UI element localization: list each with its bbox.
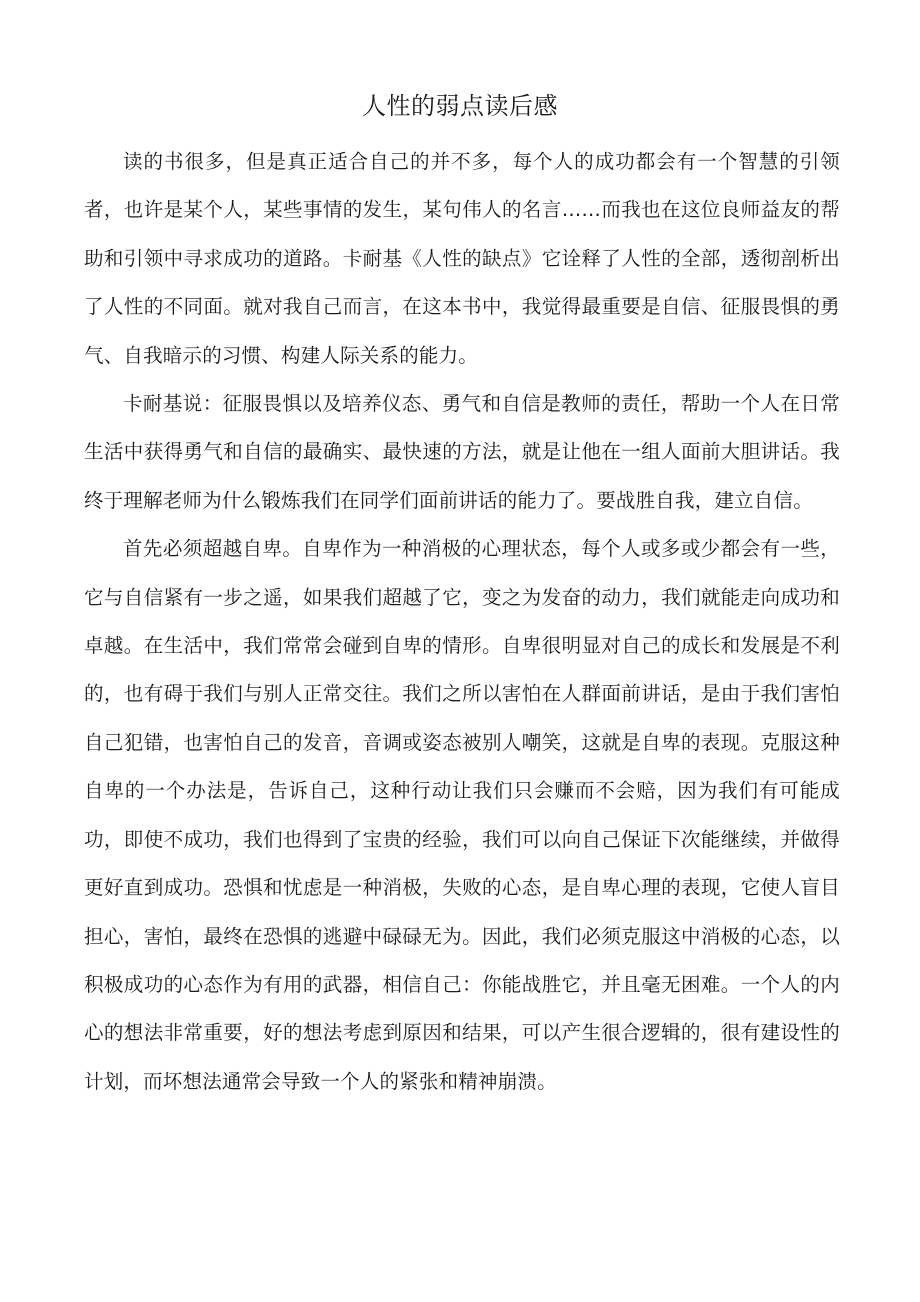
- document-body: [84, 138, 840, 1106]
- paragraph-3: 首先必须超越自卑。自卑作为一种消极的心理状态，每个人或多或少都会有一些，它与自信紧有一步之遥，如果我们超越了它，变之为发奋的动力，我们就能走向成功和卓越。在生活中，我们常常会碰到自卑的情形。自卑很明显对自己的成长和发展是不利的，也有碍于我们与别人正常交往。我们之所以害怕在人群面前讲话，是由于我们害怕自己犯错，也害怕自己的发音，音调或姿态被别人嘲笑，这就是自卑的表现。克服这种自卑的一个办法是，告诉自己，这种行动让我们只会赚而不会赔，因为我们有可能成功，即使不成功，我们也得到了宝贵的经验，我们可以向自己保证下次能继续，并做得更好直到成功。恐惧和忧虑是一种消极，失败的心态，是自卑心理的表现，它使人盲目担心，害怕，最终在恐惧的逃避中碌碌无为。因此，我们必须克服这中消极的心态，以积极成功的心态作为有用的武器，相信自己：你能战胜它，并且毫无困难。一个人的内心的想法非常重要，好的想法考虑到原因和结果，可以产生很合逻辑的，很有建设性的计划，而坏想法通常会导致一个人的紧张和精神崩溃。: [84, 537, 840, 1093]
- paragraph-1: 读的书很多，但是真正适合自己的并不多，每个人的成功都会有一个智慧的引领者，也许是某个人，某些事情的发生，某句伟人的名言……而我也在这位良师益友的帮助和引领中寻求成功的道路。卡耐基《人性的缺点》它诠释了人性的全部，透彻剖析出了人性的不同面。就对我自己而言，在这本书中，我觉得最重要是自信、征服畏惧的勇气、自我暗示的习惯、构建人际关系的能力。: [84, 150, 840, 367]
- document-title: 人性的弱点读后感: [362, 92, 558, 120]
- paragraph-2: 卡耐基说：征服畏惧以及培养仪态、勇气和自信是教师的责任，帮助一个人在日常生活中获得勇气和自信的最确实、最快速的方法，就是让他在一组人面前大胆讲话。我终于理解老师为什么锻炼我们在同学们面前讲话的能力了。要战胜自我，建立自信。: [84, 392, 840, 512]
